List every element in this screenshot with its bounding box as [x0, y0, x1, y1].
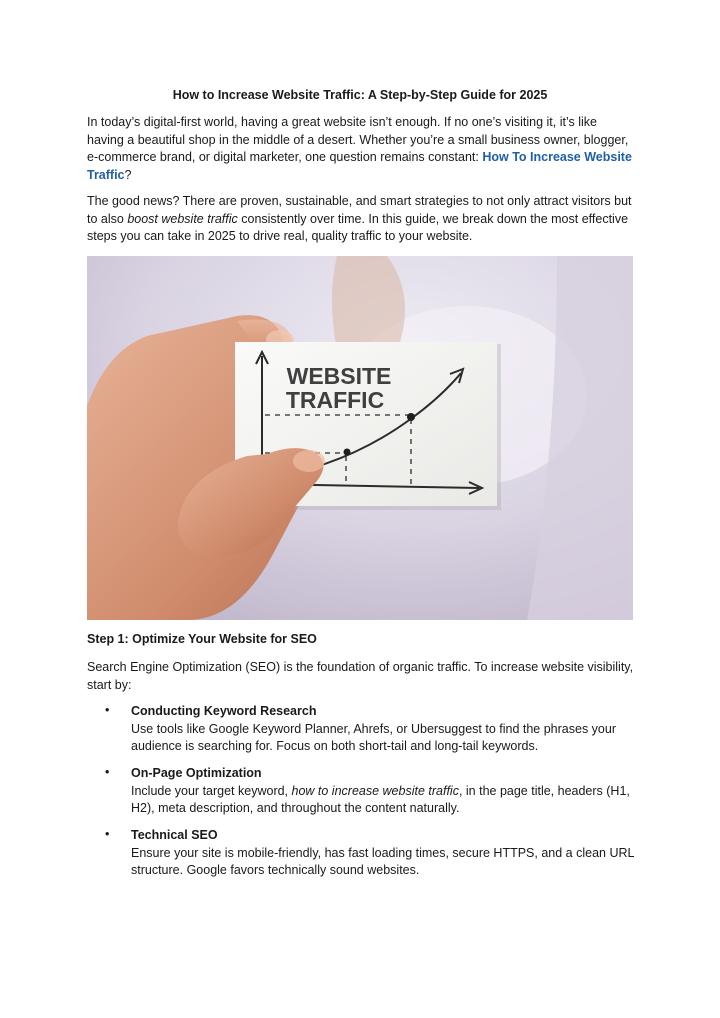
on-page-text-b: , in the page title, headers (H1, H2), meta description, and throughout the content naturally.: [131, 783, 630, 816]
card-line-2: TRAFFIC: [285, 387, 385, 413]
on-page-heading: On-Page Optimization: [131, 766, 262, 780]
intro-2-text-b: consistently over time. In this guide, we break down the most effective steps you can take in 2025 to drive real, quality traffic to your website.: [87, 211, 629, 244]
technical-seo-heading: Technical SEO: [131, 828, 218, 842]
how-to-increase-traffic-link[interactable]: How To Increase Website Traffic: [87, 150, 632, 182]
photo-illustration: [87, 256, 633, 620]
step-1-heading: Step 1: Optimize Your Website for SEO: [87, 632, 317, 646]
intro-1-end: ?: [124, 167, 132, 182]
list-item: [131, 765, 635, 818]
document-title: How to Increase Website Traffic: A Step-by-Step Guide for 2025: [172, 88, 548, 102]
card-line-1: WEBSITE: [286, 363, 392, 389]
list-item: [131, 827, 635, 880]
target-keyword-emphasis: how to increase website traffic: [291, 783, 459, 798]
bullet-1: •: [105, 703, 110, 717]
keyword-research-heading: Conducting Keyword Research: [131, 704, 317, 718]
boost-traffic-emphasis: boost website traffic: [127, 211, 238, 226]
intro-2-text-a: The good news? There are proven, sustainable, and smart strategies to not only attract visitors but to also: [87, 194, 632, 226]
technical-seo-text: Ensure your site is mobile-friendly, has fast loading times, secure HTTPS, and a clean URL structure. Google favors technically sound websites.: [131, 845, 634, 878]
bullet-2: •: [105, 765, 110, 779]
intro-1-text: In today’s digital-first world, having a great website isn’t enough. If no one’s visiting it, it’s like having a beautiful shop in the middle of a desert. Whether you’re a small business owner, blogger, e-commerce brand, or digital marketer, one question remains constant:: [87, 115, 629, 165]
intro-paragraph-2: [87, 193, 635, 246]
on-page-text-a: Include your target keyword,: [131, 783, 292, 798]
step-1-intro: Search Engine Optimization (SEO) is the foundation of organic traffic. To increase website visibility, start by:: [87, 660, 634, 692]
website-traffic-photo: [87, 256, 633, 620]
intro-paragraph-1: [87, 114, 635, 184]
list-item: [131, 703, 635, 756]
keyword-research-text: Use tools like Google Keyword Planner, Ahrefs, or Ubersuggest to find the phrases your audience is searching for. Focus on both short-tail and long-tail keywords.: [131, 721, 616, 754]
bullet-3: •: [105, 827, 110, 841]
